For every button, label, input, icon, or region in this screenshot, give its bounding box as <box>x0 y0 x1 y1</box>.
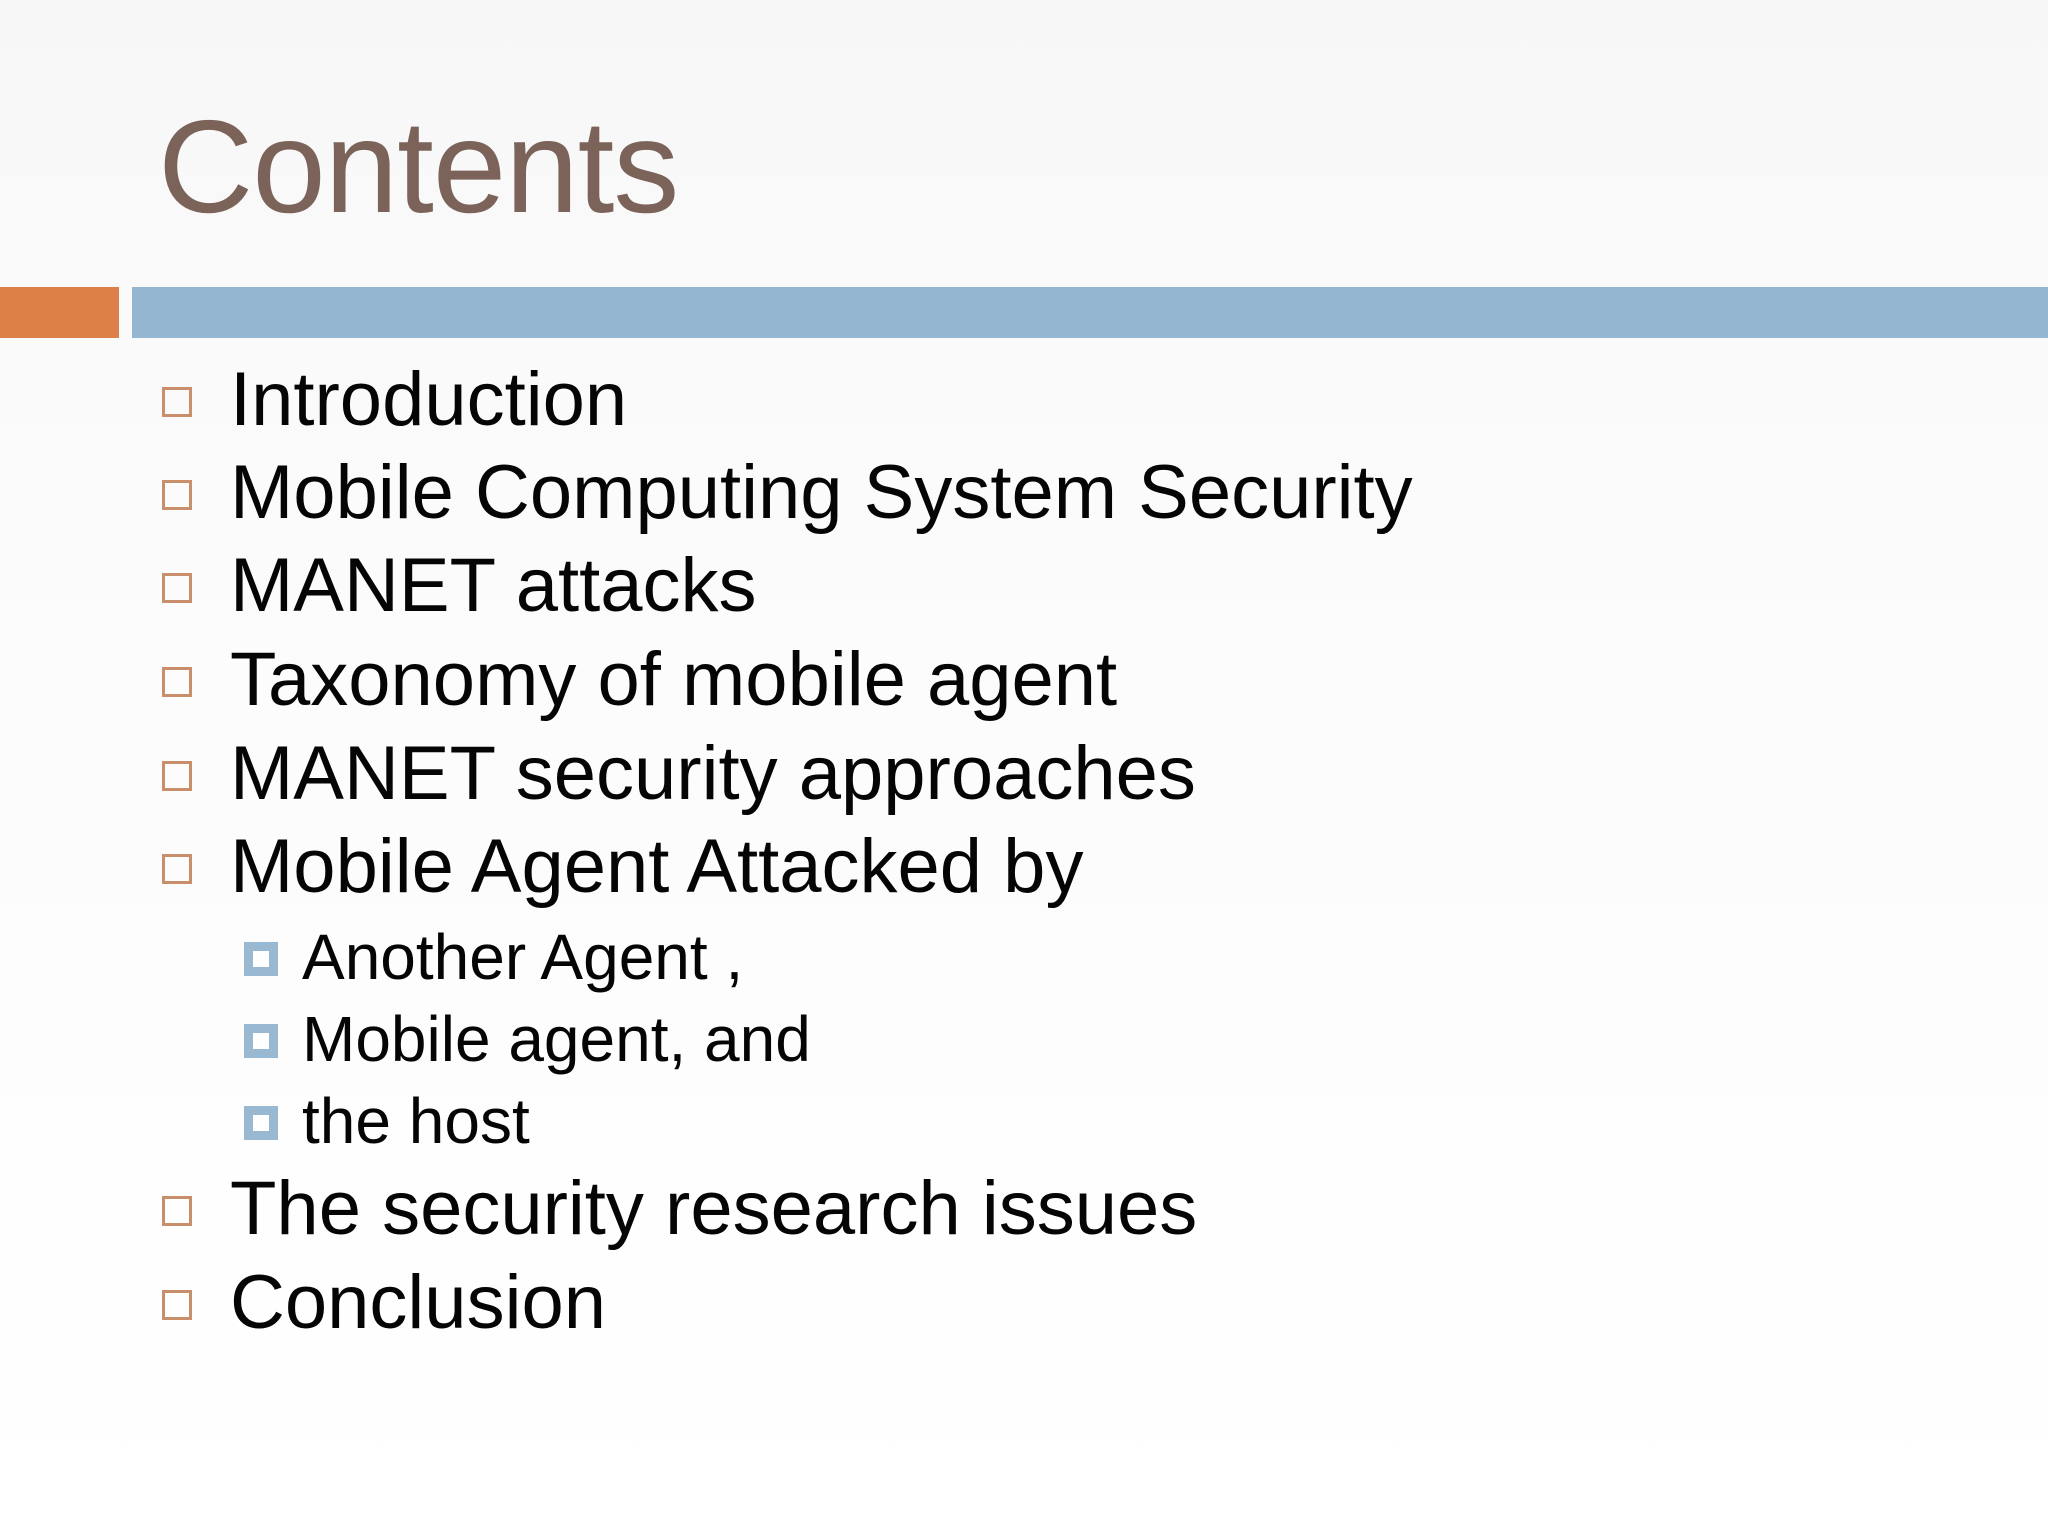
contents-item-taxonomy <box>0 633 2048 727</box>
hollow-square-icon <box>162 761 192 791</box>
slide-title: Contents <box>158 93 679 240</box>
hollow-square-icon <box>162 387 192 417</box>
contents-subitem-label: Another Agent , <box>302 921 744 993</box>
contents-item-label: MANET attacks <box>230 543 757 628</box>
contents-item-label: Mobile Agent Attacked by <box>230 824 1084 909</box>
hollow-square-icon <box>162 854 192 884</box>
contents-subitem-host <box>0 1080 2048 1162</box>
hollow-square-icon <box>162 1196 192 1226</box>
contents-item-manet-security-approaches <box>0 727 2048 821</box>
hollow-square-icon <box>162 1290 192 1320</box>
hollow-square-icon <box>162 573 192 603</box>
contents-item-label: MANET security approaches <box>230 731 1196 816</box>
filled-square-icon <box>244 942 278 976</box>
contents-item-mobile-computing-security <box>0 446 2048 540</box>
hollow-square-icon <box>162 480 192 510</box>
hollow-square-icon <box>162 667 192 697</box>
contents-subitem-label: the host <box>302 1085 530 1157</box>
contents-item-introduction <box>0 353 2048 447</box>
contents-item-security-research-issues <box>0 1162 2048 1256</box>
contents-item-label: The security research issues <box>230 1166 1198 1251</box>
filled-square-icon <box>244 1106 278 1140</box>
contents-subitem-label: Mobile agent, and <box>302 1003 811 1075</box>
contents-item-mobile-agent-attacked <box>0 820 2048 914</box>
contents-item-label: Introduction <box>230 357 628 442</box>
contents-subitem-another-agent <box>0 916 2048 998</box>
contents-item-label: Conclusion <box>230 1260 606 1345</box>
contents-subitem-mobile-agent <box>0 998 2048 1080</box>
contents-item-label: Taxonomy of mobile agent <box>230 637 1118 722</box>
filled-square-icon <box>244 1024 278 1058</box>
contents-item-manet-attacks <box>0 539 2048 633</box>
contents-item-label: Mobile Computing System Security <box>230 450 1413 535</box>
contents-item-conclusion <box>0 1256 2048 1350</box>
